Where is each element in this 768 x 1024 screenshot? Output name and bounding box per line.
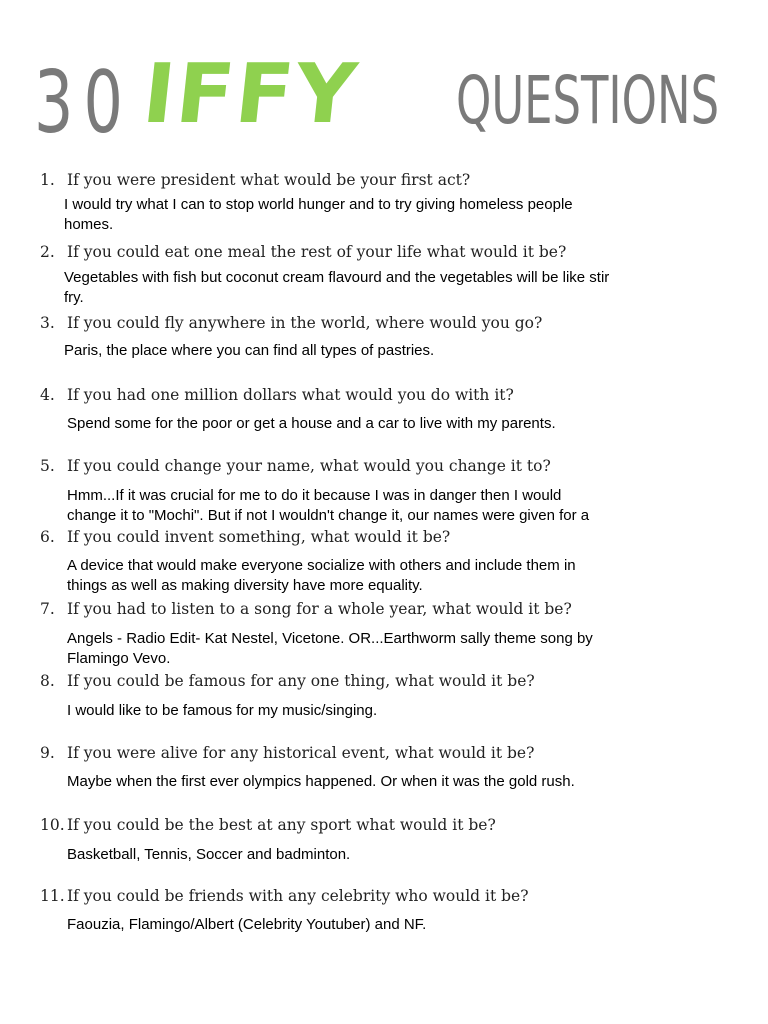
question-text: If you could be famous for any one thing, what would it be? [67,672,535,690]
answer-3-line-1: Paris, the place where you can find all types of pastries. [64,342,435,359]
question-text: If you could be friends with any celebrity who would it be? [67,887,529,905]
question-number: 9. [40,744,55,762]
question-text: If you had to listen to a song for a whole year, what would it be? [67,600,572,618]
question-2 [40,242,720,262]
answer-6-line-1: A device that would make everyone socialize with others and include them in [67,557,576,574]
question-5 [40,456,720,476]
question-text: If you could invent something, what would it be? [67,528,451,546]
question-number: 6. [40,528,55,546]
question-9 [40,743,720,763]
question-text: If you could fly anywhere in the world, where would you go? [67,314,543,332]
answer-4-line-1: Spend some for the poor or get a house and a car to live with my parents. [67,415,556,432]
answer-9-line-1: Maybe when the first ever olympics happened. Or when it was the gold rush. [67,773,575,790]
question-number: 10. [40,816,65,834]
answer-6-line-2: things as well as making diversity have more equality. [67,577,423,594]
question-number: 1. [40,171,55,189]
question-6 [40,527,720,547]
question-text: If you were president what would be your first act? [67,171,471,189]
question-8 [40,671,720,691]
answer-1-line-1: I would try what I can to stop world hunger and to try giving homeless people [64,196,573,213]
question-3 [40,313,720,333]
answer-1-line-2: homes. [64,216,114,233]
answer-10-line-1: Basketball, Tennis, Soccer and badminton. [67,846,351,863]
answer-2-line-2: fry. [64,289,84,306]
question-text: If you could change your name, what would you change it to? [67,457,551,475]
question-11 [40,886,720,906]
title-number: 30 [34,53,133,153]
answer-2-line-1: Vegetables with fish but coconut cream flavourd and the vegetables will be like stir [64,269,610,286]
question-text: If you could be the best at any sport what would it be? [67,816,496,834]
answer-5-line-1: Hmm...If it was crucial for me to do it because I was in danger then I would [67,487,562,504]
question-number: 5. [40,457,55,475]
answer-11-line-1: Faouzia, Flamingo/Albert (Celebrity Youtuber) and NF. [67,916,427,933]
question-text: If you had one million dollars what would you do with it? [67,386,514,404]
question-text: If you were alive for any historical event, what would it be? [67,744,535,762]
title-iffy-logo: IFFY [138,47,363,142]
question-text: If you could eat one meal the rest of your life what would it be? [67,243,567,261]
title-questions-word: QUESTIONS [456,62,720,139]
answer-5-line-2: change it to "Mochi". But if not I wouldn't change it, our names were given for a [67,507,590,524]
question-number: 8. [40,672,55,690]
question-number: 2. [40,243,55,261]
question-10 [40,815,720,835]
question-number: 7. [40,600,55,618]
question-number: 11. [40,887,65,905]
answer-8-line-1: I would like to be famous for my music/singing. [67,702,378,719]
question-4 [40,385,720,405]
answer-7-line-2: Flamingo Vevo. [67,650,171,667]
question-number: 3. [40,314,55,332]
question-7 [40,599,720,619]
question-number: 4. [40,386,55,404]
question-1 [40,170,720,190]
answer-7-line-1: Angels - Radio Edit- Kat Nestel, Vicetone. OR...Earthworm sally theme song by [67,630,593,647]
